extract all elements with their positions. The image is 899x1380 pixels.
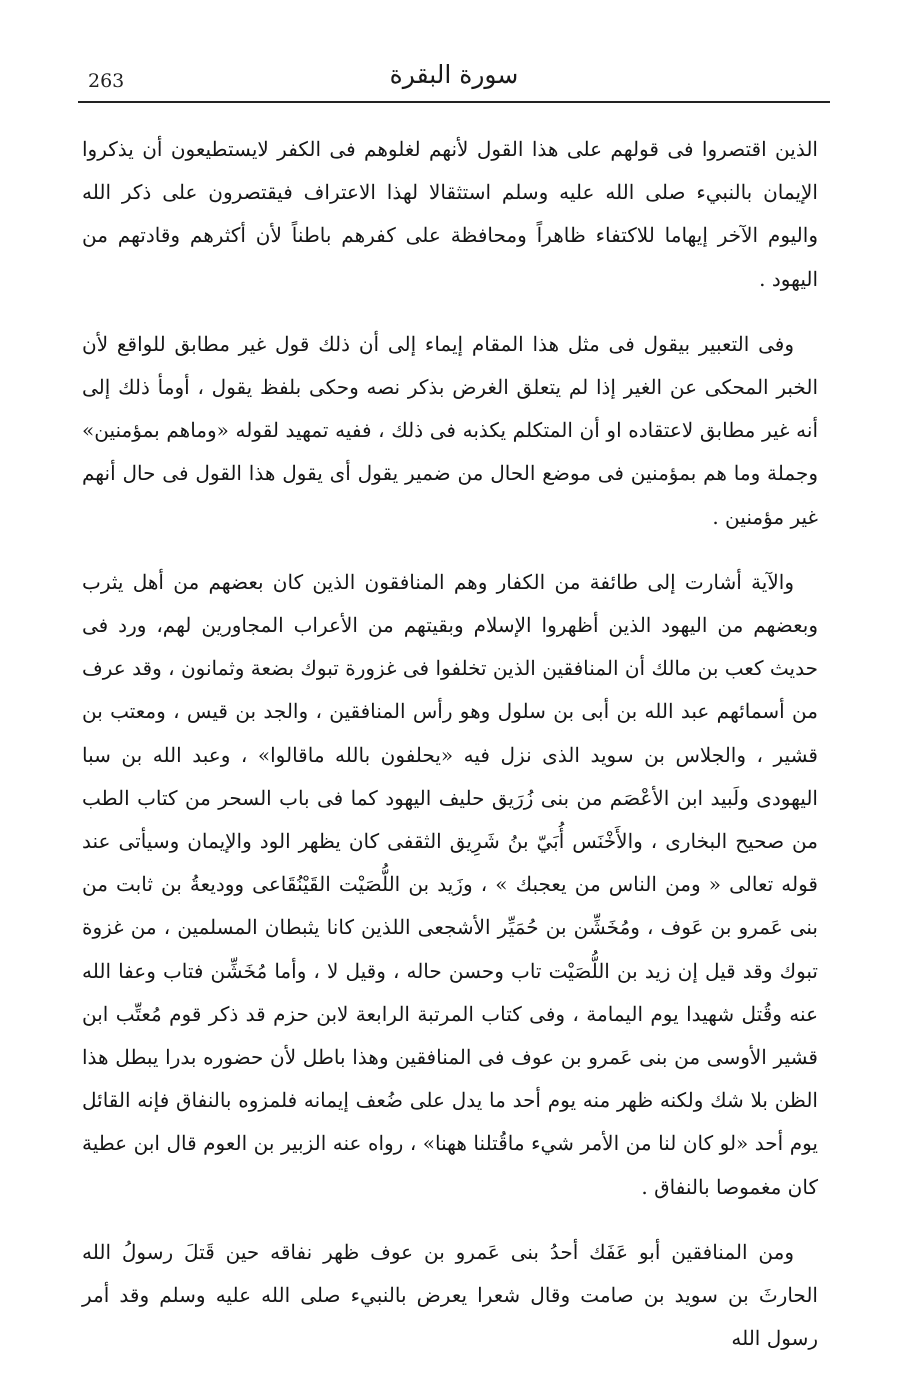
page-header [78, 56, 830, 100]
paragraph: ومن المنافقين أبو عَفَك أحدُ بنى عَمرو بن عوف ظهر نفاقه حين قَتلَ رسولُ الله الحارثَ بن سويد بن صامت وقال شعرا يعرض بالنبيء صلى الله عليه وسلم وقد أمر رسول الله [82, 1239, 818, 1351]
header-divider [78, 101, 830, 103]
paragraph: الذين اقتصروا فى قولهم على هذا القول لأنهم لغلوهم فى الكفر لايستطيعون أن يذكروا الإيمان بالنبيء صلى الله عليه وسلم استثقالا لهذا الاعتراف فيقتصرون على ذكر الله واليوم الآخر إيهاما للاكتفاء ظاهراً ومحافظة على كفرهم باطناً لأن أكثرهم وقادتهم من اليهود . [82, 137, 818, 291]
body-text [82, 128, 818, 1360]
page-number: 263 [88, 70, 125, 92]
surah-title: سورة البقرة [389, 60, 519, 89]
paragraph: وفى التعبير بيقول فى مثل هذا المقام إيماء إلى أن ذلك قول غير مطابق للواقع لأن الخبر المحكى عن الغير إذا لم يتعلق الغرض بذكر نصه وحكى بلفظ يقول ، أومأ ذلك إلى أنه غير مطابق لاعتقاده او أن المتكلم يكذبه فى ذلك ، ففيه تمهيد لقوله «وماهم بمؤمنين» وجملة وما هم بمؤمنين فى موضع الحال من ضمير يقول أى يقول هذا القول فى حال أنهم غير مؤمنين . [82, 331, 818, 529]
paragraph: والآية أشارت إلى طائفة من الكفار وهم المنافقون الذين كان بعضهم من أهل يثرب وبعضهم من اليهود الذين أظهروا الإسلام وبقيتهم من الأعراب المجاورين لهم، ورد فى حديث كعب بن مالك أن المنافقين الذين تخلفوا فى غزورة تبوك بضعة وثمانون ، وقد عرف من أسمائهم عبد الله بن أبى بن سلول وهو رأس المنافقين ، والجد بن قيس ، ومعتب بن قشير ، والجلاس بن سويد الذى نزل فيه «يحلفون بالله ماقالوا» ، وعبد الله بن سبا اليهودى ولَبيد ابن الأعْصَم من بنى زُرَيق حليف اليهود كما فى باب السحر من كتاب الطب من صحيح البخارى ، والأَخْنَس أُبَيّ بنُ شَرِيق الثقفى كان يظهر الود والإيمان وسيأتى عند قوله تعالى « ومن الناس من يعجبك » ، وزَيد بن اللُّصَيْت القَيْنُقَاعى ووديعةُ بن ثابت من بنى عَمرو بن عَوف ، ومُخَشِّن بن حُمَيِّر الأشجعى اللذين كانا يثبطان المسلمين ، من غزوة تبوك وقد قيل إن زيد بن اللُّصَيْت تاب وحسن حاله ، وقيل لا ، وأما مُخَشِّن فتاب وعفا الله عنه وقُتل شهيدا يوم اليمامة ، وفى كتاب المرتبة الرابعة لابن حزم قد ذكر قوم مُعتِّب ابن قشير الأوسى من بنى عَمرو بن عوف فى المنافقين وهذا باطل لأن حضوره بدرا يبطل هذا الظن بلا شك ولكنه ظهر منه يوم أحد ما يدل على ضُعف إيمانه فلمزوه بالنفاق فإنه القائل يوم أحد «لو كان لنا من الأمر شيء ماقُتلنا ههنا» ، رواه عنه الزبير بن العوم قال ابن عطية كان مغموصا بالنفاق . [82, 569, 818, 1199]
